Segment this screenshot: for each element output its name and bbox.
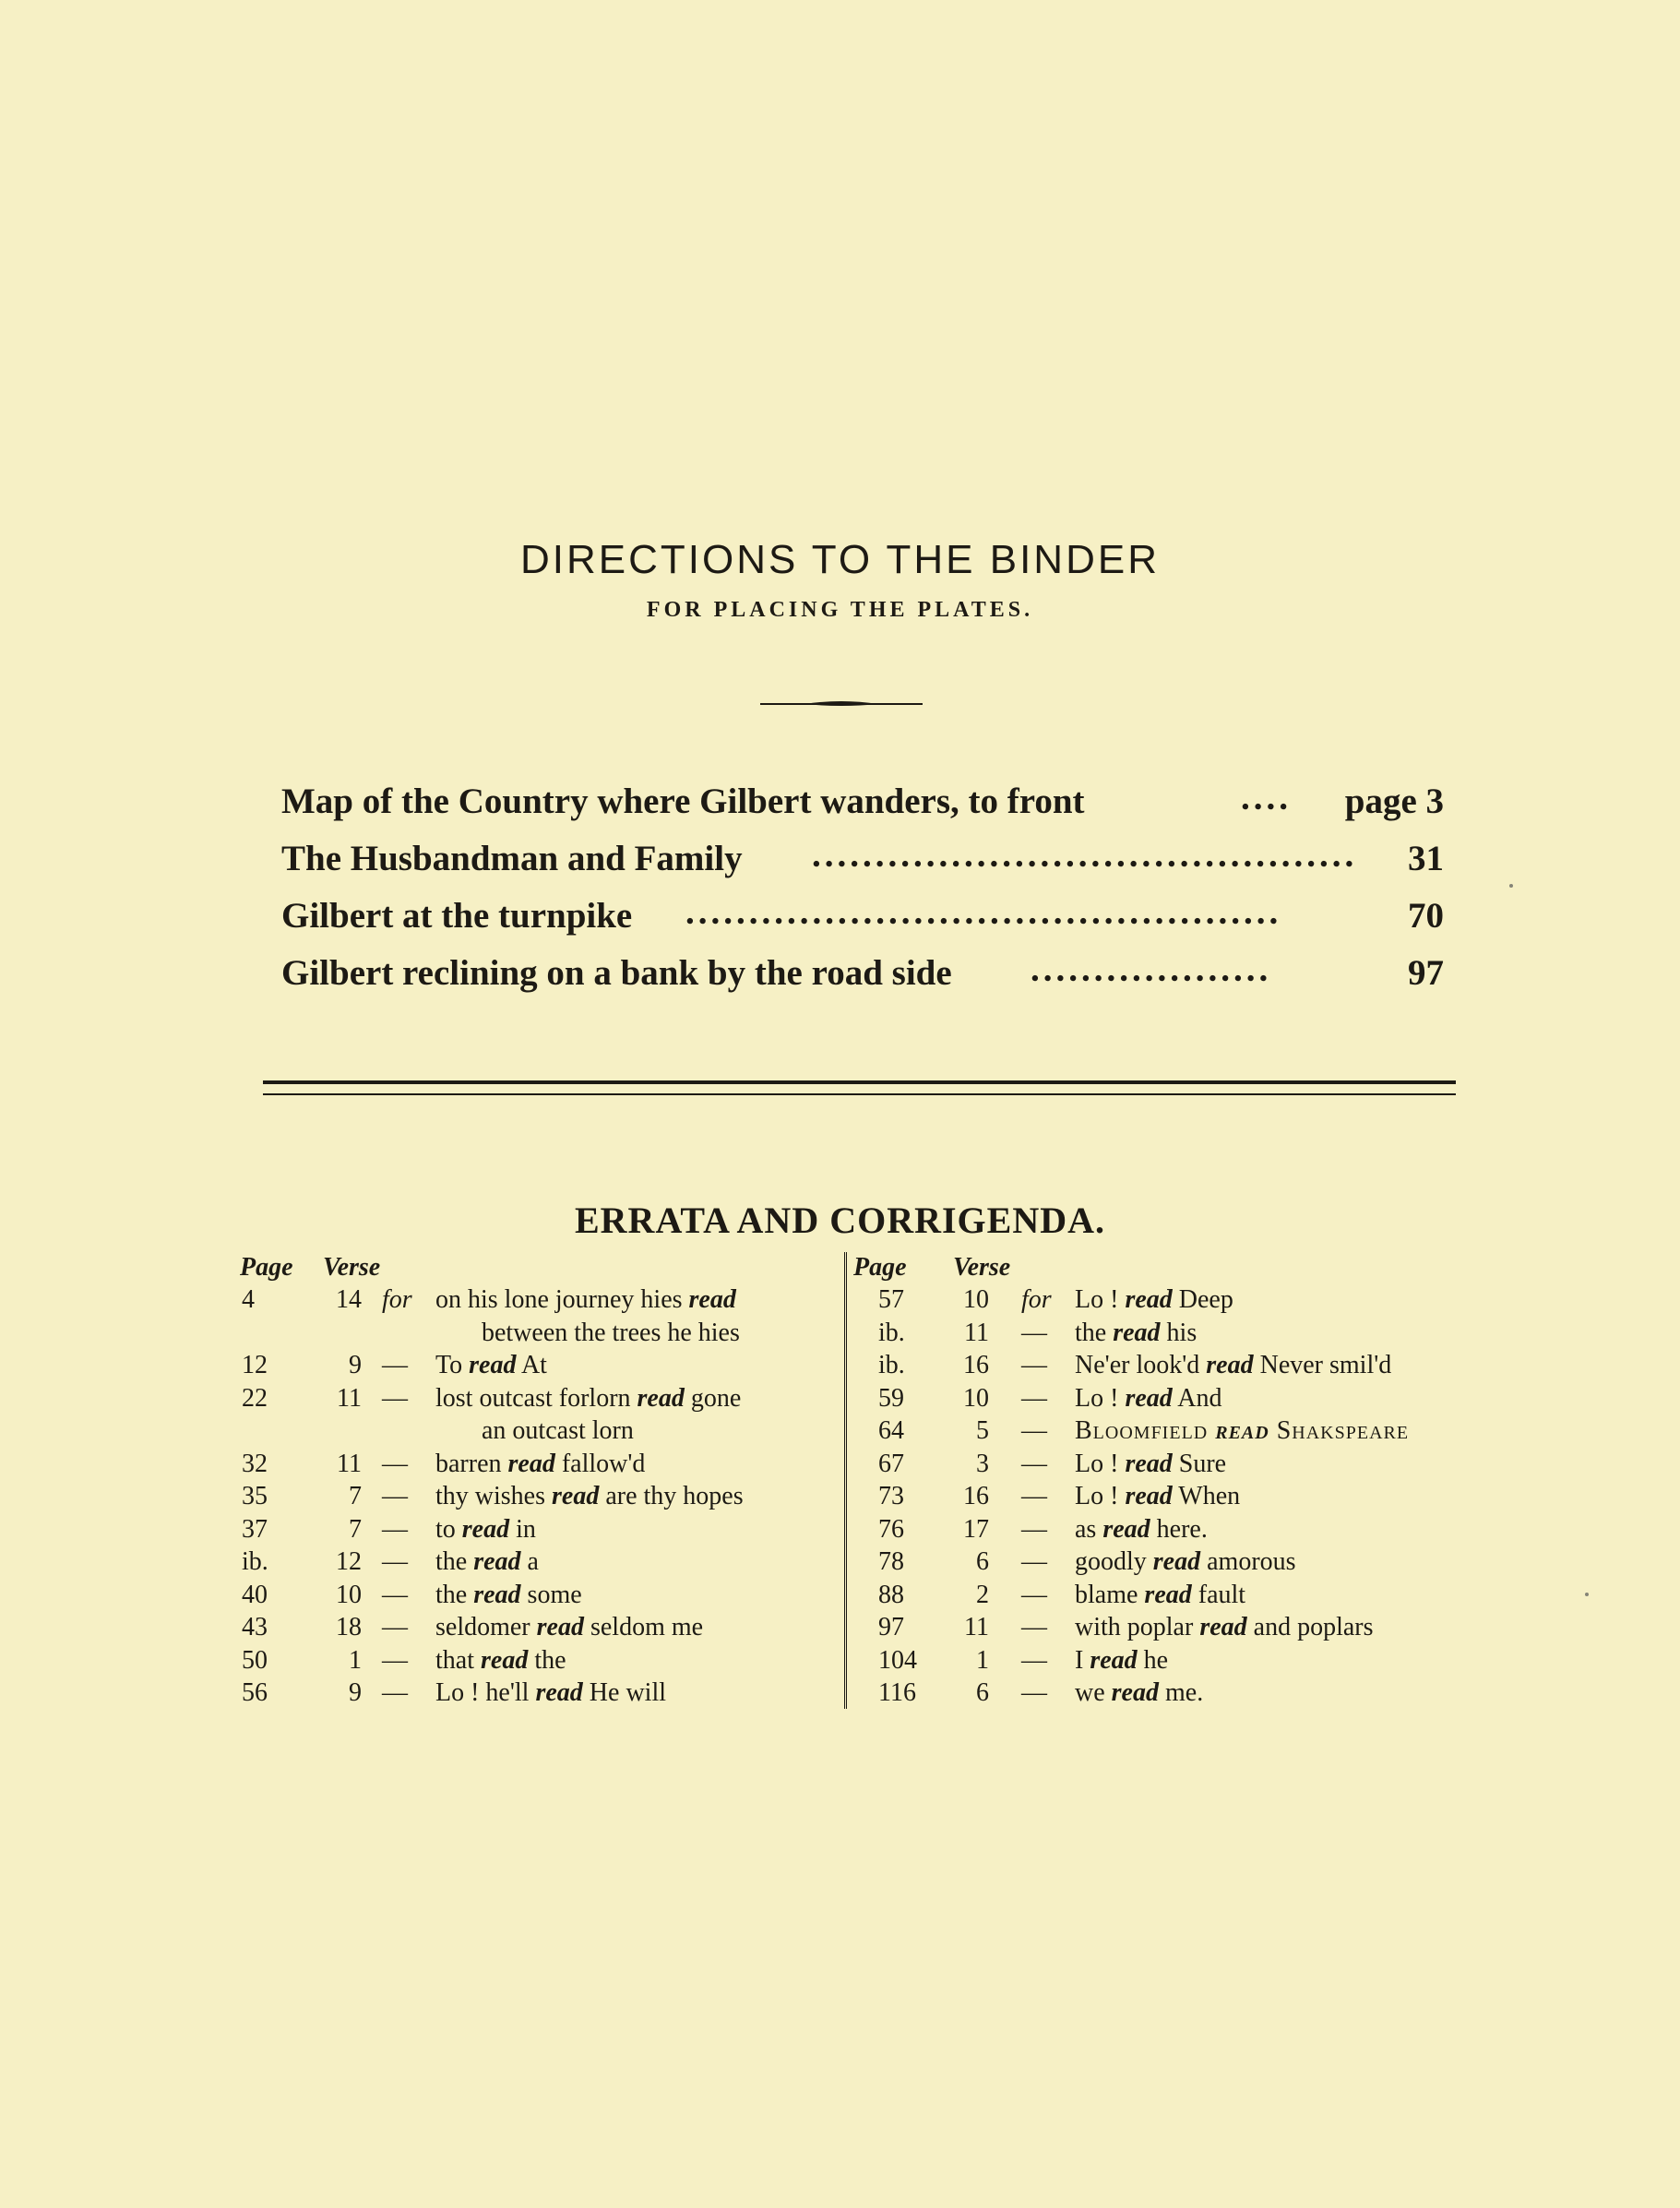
- errata-row: [853, 1317, 1481, 1350]
- errata-corrected-text: Deep: [1178, 1285, 1233, 1314]
- column-divider: [844, 1252, 847, 1709]
- errata-correction: [435, 1283, 736, 1317]
- errata-corrected-text: And: [1177, 1383, 1222, 1413]
- plate-title: Gilbert reclining on a bank by the road side: [281, 953, 952, 993]
- errata-row: [214, 1448, 841, 1481]
- plate-title: Map of the Country where Gilbert wanders, to front: [281, 782, 1085, 821]
- errata-page: 12: [242, 1351, 268, 1379]
- errata-verse: 10: [963, 1383, 989, 1413]
- errata-page: 43: [242, 1613, 268, 1641]
- errata-corrected-text: seldom me: [590, 1613, 704, 1641]
- errata-correction: [1075, 1414, 1409, 1448]
- errata-verse: 10: [963, 1285, 989, 1314]
- errata-original-text: I: [1075, 1645, 1084, 1675]
- errata-correction: [1075, 1644, 1168, 1677]
- errata-original-text: on his lone journey hies: [435, 1285, 683, 1314]
- errata-original-text: Lo !: [1075, 1482, 1119, 1510]
- errata-verse: 12: [336, 1547, 362, 1576]
- errata-row: [214, 1480, 841, 1513]
- header-verse: Verse: [323, 1253, 381, 1282]
- errata-row: [214, 1579, 841, 1612]
- errata-column-header: [853, 1252, 1481, 1283]
- errata-verse: 7: [349, 1514, 362, 1544]
- plate-leader: ...............................................: [685, 892, 1282, 932]
- ornament-divider: [758, 698, 924, 710]
- errata-corrected-text: gone: [690, 1383, 742, 1413]
- errata-corrected-text: At: [520, 1351, 547, 1379]
- errata-separator: —: [1021, 1613, 1047, 1641]
- errata-page: 37: [242, 1514, 268, 1544]
- errata-separator: —: [1021, 1645, 1047, 1675]
- errata-separator: —: [382, 1678, 408, 1707]
- plate-leader: ....: [1241, 778, 1292, 818]
- errata-page: ib.: [878, 1318, 905, 1347]
- errata-corrected-text: Never smil'd: [1259, 1351, 1392, 1379]
- errata-verse: 14: [336, 1285, 362, 1314]
- errata-row: [853, 1513, 1481, 1546]
- header-verse: Verse: [953, 1253, 1011, 1282]
- errata-original-text: the: [1075, 1318, 1107, 1347]
- directions-title: DIRECTIONS TO THE BINDER: [520, 537, 1160, 583]
- errata-original-text: goodly: [1075, 1547, 1147, 1576]
- errata-original-text: To: [435, 1351, 463, 1379]
- errata-read-label: read: [473, 1580, 521, 1609]
- errata-verse: 6: [976, 1547, 989, 1576]
- errata-read-label: read: [1144, 1580, 1192, 1609]
- errata-read-label: read: [1125, 1482, 1173, 1510]
- errata-page: 32: [242, 1449, 268, 1478]
- plate-page: 97: [1408, 953, 1444, 993]
- errata-separator: —: [382, 1514, 408, 1544]
- plate-entry: [281, 945, 1444, 1002]
- errata-row: [214, 1349, 841, 1382]
- directions-subtitle: FOR PLACING THE PLATES.: [646, 598, 1034, 622]
- errata-row: [853, 1448, 1481, 1481]
- errata-verse: 6: [976, 1678, 989, 1707]
- errata-original-text: the: [435, 1547, 468, 1576]
- errata-verse: 17: [963, 1514, 989, 1544]
- errata-page: 59: [878, 1383, 904, 1413]
- errata-correction: [1075, 1677, 1203, 1710]
- errata-separator: —: [1021, 1482, 1047, 1510]
- errata-correction: [1075, 1480, 1240, 1513]
- errata-page: 64: [878, 1416, 904, 1445]
- errata-page: ib.: [878, 1351, 905, 1379]
- errata-page: 97: [878, 1613, 904, 1641]
- errata-verse: 11: [964, 1318, 989, 1347]
- errata-correction: [435, 1677, 666, 1710]
- errata-original-text: thy wishes: [435, 1482, 545, 1510]
- errata-verse: 11: [964, 1613, 989, 1641]
- errata-row: [214, 1317, 841, 1350]
- header-page: Page: [240, 1253, 293, 1282]
- errata-read-label: read: [637, 1383, 685, 1413]
- errata-row: [853, 1414, 1481, 1448]
- errata-original-text: barren: [435, 1449, 502, 1478]
- errata-read-label: read: [1125, 1383, 1173, 1413]
- errata-separator: —: [1021, 1449, 1047, 1478]
- errata-correction: [435, 1513, 536, 1546]
- errata-verse: 1: [349, 1645, 362, 1675]
- errata-correction: [1075, 1382, 1221, 1415]
- errata-row: [853, 1382, 1481, 1415]
- errata-original-text: as: [1075, 1514, 1097, 1544]
- errata-row: [214, 1644, 841, 1677]
- errata-corrected-text: fault: [1197, 1580, 1246, 1609]
- plate-leader: ...................: [1031, 949, 1272, 989]
- errata-corrected-text: a: [527, 1547, 539, 1576]
- double-rule-divider: [263, 1080, 1456, 1095]
- errata-page: 56: [242, 1678, 268, 1707]
- errata-read-label: read: [507, 1449, 555, 1478]
- errata-original-text: Lo !: [1075, 1285, 1119, 1314]
- errata-verse: 2: [976, 1580, 989, 1609]
- errata-corrected-text: When: [1178, 1482, 1241, 1510]
- errata-page: 73: [878, 1482, 904, 1510]
- errata-corrected-text: some: [527, 1580, 582, 1609]
- errata-read-label: read: [1206, 1351, 1254, 1379]
- errata-correction: [1075, 1448, 1226, 1481]
- errata-separator: —: [382, 1547, 408, 1576]
- errata-verse: 18: [336, 1613, 362, 1641]
- errata-correction: [435, 1644, 566, 1677]
- errata-verse: 5: [976, 1416, 989, 1445]
- errata-read-label: read: [469, 1351, 517, 1379]
- errata-page: 104: [878, 1645, 917, 1675]
- plate-title: Gilbert at the turnpike: [281, 896, 633, 936]
- errata-column-right: [853, 1252, 1481, 1710]
- errata-rows: [853, 1283, 1481, 1710]
- errata-row: [853, 1546, 1481, 1579]
- errata-separator: —: [1021, 1514, 1047, 1544]
- errata-original-text: we: [1075, 1678, 1105, 1707]
- errata-correction: [435, 1448, 645, 1481]
- errata-separator: —: [382, 1482, 408, 1510]
- errata-separator: —: [382, 1580, 408, 1609]
- errata-read-label: read: [481, 1645, 529, 1675]
- errata-page: 78: [878, 1547, 904, 1576]
- errata-separator: —: [382, 1351, 408, 1379]
- errata-verse: 3: [976, 1449, 989, 1478]
- errata-correction: [1075, 1579, 1245, 1612]
- errata-correction: [1075, 1513, 1208, 1546]
- errata-corrected-text: Shakspeare: [1276, 1416, 1410, 1445]
- errata-read-label: read: [688, 1285, 736, 1314]
- errata-page: 35: [242, 1482, 268, 1510]
- errata-correction: [435, 1579, 582, 1612]
- errata-original-text: to: [435, 1514, 456, 1544]
- errata-correction: [435, 1611, 703, 1644]
- errata-corrected-text: He will: [589, 1678, 667, 1707]
- errata-read-label: read: [1199, 1613, 1247, 1641]
- errata-read-label: read: [1152, 1547, 1201, 1576]
- errata-corrected-text: Sure: [1178, 1449, 1227, 1478]
- errata-corrected-text: and poplars: [1253, 1613, 1374, 1641]
- errata-read-label: read: [536, 1613, 584, 1641]
- header-page: Page: [853, 1253, 907, 1282]
- errata-row: [214, 1382, 841, 1415]
- errata-row: [214, 1414, 841, 1448]
- errata-read-label: read: [473, 1547, 521, 1576]
- errata-column-left: [214, 1252, 841, 1710]
- errata-page: ib.: [242, 1547, 268, 1576]
- plate-entry: [281, 830, 1444, 888]
- errata-correction: [1075, 1317, 1197, 1350]
- errata-separator: —: [382, 1613, 408, 1641]
- errata-corrected-text: in: [516, 1514, 536, 1544]
- errata-correction: [435, 1382, 741, 1415]
- errata-row: [214, 1546, 841, 1579]
- errata-read-label: read: [1111, 1678, 1159, 1707]
- errata-title: ERRATA AND CORRIGENDA.: [574, 1199, 1105, 1242]
- errata-separator: —: [382, 1383, 408, 1413]
- errata-separator: —: [1021, 1383, 1047, 1413]
- errata-read-label: read: [1215, 1416, 1269, 1445]
- errata-original-text: Lo ! he'll: [435, 1678, 530, 1707]
- errata-verse: 11: [337, 1383, 362, 1413]
- errata-read-label: read: [1125, 1449, 1173, 1478]
- errata-read-label: read: [1113, 1318, 1161, 1347]
- errata-correction: [435, 1480, 744, 1513]
- plate-entry: [281, 888, 1444, 945]
- errata-row: [853, 1644, 1481, 1677]
- errata-verse: 9: [349, 1351, 362, 1379]
- errata-page: 22: [242, 1383, 268, 1413]
- errata-original-text: Bloomfield: [1075, 1416, 1209, 1445]
- errata-separator: —: [1021, 1351, 1047, 1379]
- errata-correction: [1075, 1283, 1233, 1317]
- errata-row: [853, 1349, 1481, 1382]
- errata-separator: for: [1021, 1285, 1052, 1314]
- errata-page: 67: [878, 1449, 904, 1478]
- errata-row: [853, 1283, 1481, 1317]
- errata-row: [214, 1513, 841, 1546]
- errata-page: 76: [878, 1514, 904, 1544]
- plate-entry: [281, 773, 1444, 830]
- errata-read-label: read: [552, 1482, 600, 1510]
- errata-verse: 16: [963, 1482, 989, 1510]
- errata-original-text: Ne'er look'd: [1075, 1351, 1200, 1379]
- errata-column-header: [214, 1252, 841, 1283]
- errata-correction: [435, 1546, 539, 1579]
- errata-original-text: lost outcast forlorn: [435, 1383, 631, 1413]
- errata-original-text: Lo !: [1075, 1449, 1119, 1478]
- errata-separator: —: [1021, 1580, 1047, 1609]
- errata-separator: —: [382, 1645, 408, 1675]
- errata-page: 50: [242, 1645, 268, 1675]
- errata-original-text: with poplar: [1075, 1613, 1194, 1641]
- errata-correction: [482, 1317, 740, 1350]
- errata-correction: [482, 1414, 634, 1448]
- errata-separator: —: [382, 1449, 408, 1478]
- plate-title: The Husbandman and Family: [281, 839, 743, 878]
- errata-verse: 1: [976, 1645, 989, 1675]
- errata-correction: [435, 1349, 547, 1382]
- errata-original-text: seldomer: [435, 1613, 530, 1641]
- errata-verse: 11: [337, 1449, 362, 1478]
- errata-row: [214, 1283, 841, 1317]
- errata-page: 57: [878, 1285, 904, 1314]
- errata-separator: —: [1021, 1416, 1047, 1445]
- plates-list: [281, 773, 1444, 1002]
- errata-read-label: read: [1125, 1285, 1173, 1314]
- errata-read-label: read: [461, 1514, 510, 1544]
- errata-corrected-text: an outcast lorn: [482, 1416, 634, 1445]
- paper-speck: [1585, 1593, 1589, 1596]
- errata-row: [214, 1677, 841, 1710]
- errata-corrected-text: his: [1166, 1318, 1197, 1347]
- errata-verse: 16: [963, 1351, 989, 1379]
- errata-read-label: read: [535, 1678, 583, 1707]
- errata-separator: —: [1021, 1547, 1047, 1576]
- errata-page: 40: [242, 1580, 268, 1609]
- plate-page: 31: [1408, 839, 1444, 878]
- errata-verse: 7: [349, 1482, 362, 1510]
- errata-correction: [1075, 1611, 1374, 1644]
- errata-separator: for: [382, 1285, 412, 1314]
- errata-corrected-text: between the trees he hies: [482, 1318, 740, 1347]
- errata-rows: [214, 1283, 841, 1710]
- paper-speck: [1509, 884, 1513, 888]
- errata-read-label: read: [1102, 1514, 1150, 1544]
- plate-leader: ...........................................: [812, 835, 1358, 875]
- errata-page: 4: [242, 1285, 255, 1314]
- plate-page: page 3: [1344, 782, 1444, 821]
- errata-original-text: the: [435, 1580, 468, 1609]
- errata-page: 116: [878, 1678, 916, 1707]
- errata-row: [214, 1611, 841, 1644]
- errata-row: [853, 1677, 1481, 1710]
- errata-corrected-text: me.: [1164, 1678, 1204, 1707]
- errata-corrected-text: amorous: [1207, 1547, 1296, 1576]
- errata-original-text: blame: [1075, 1580, 1138, 1609]
- errata-corrected-text: are thy hopes: [605, 1482, 744, 1510]
- errata-separator: —: [1021, 1318, 1047, 1347]
- errata-read-label: read: [1090, 1645, 1138, 1675]
- errata-row: [853, 1611, 1481, 1644]
- errata-verse: 10: [336, 1580, 362, 1609]
- errata-row: [853, 1579, 1481, 1612]
- errata-corrected-text: here.: [1156, 1514, 1208, 1544]
- errata-corrected-text: fallow'd: [561, 1449, 646, 1478]
- errata-corrected-text: the: [534, 1645, 566, 1675]
- errata-page: 88: [878, 1580, 904, 1609]
- errata-original-text: that: [435, 1645, 474, 1675]
- errata-original-text: Lo !: [1075, 1383, 1119, 1413]
- errata-corrected-text: he: [1143, 1645, 1169, 1675]
- errata-separator: —: [1021, 1678, 1047, 1707]
- errata-correction: [1075, 1349, 1391, 1382]
- errata-verse: 9: [349, 1678, 362, 1707]
- plate-page: 70: [1408, 896, 1444, 936]
- errata-row: [853, 1480, 1481, 1513]
- errata-correction: [1075, 1546, 1296, 1579]
